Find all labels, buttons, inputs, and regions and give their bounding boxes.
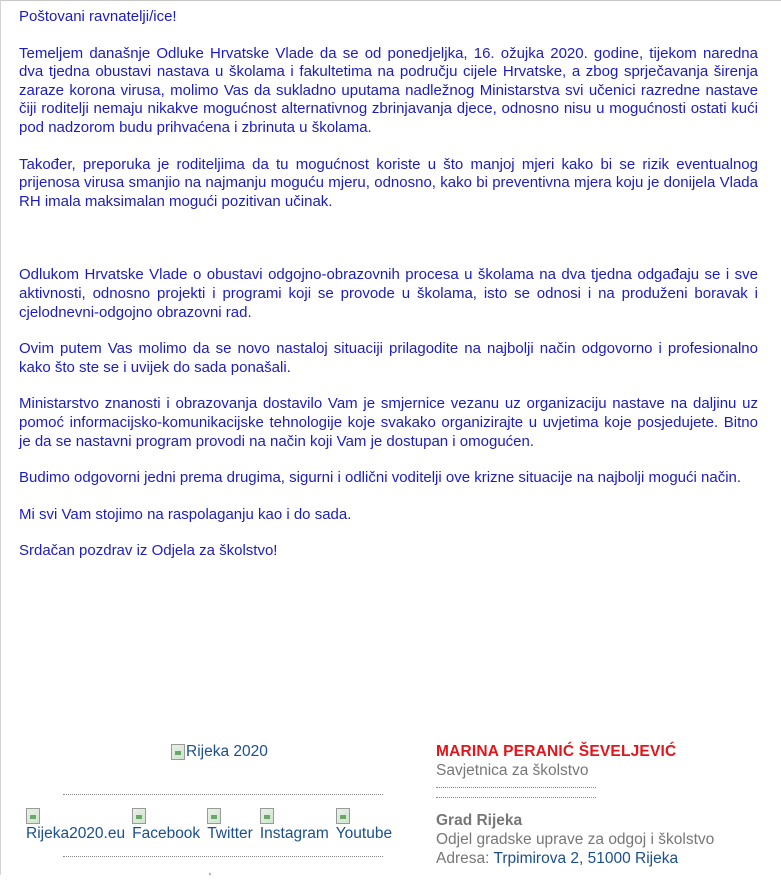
- broken-image-icon: [336, 808, 350, 824]
- social-link-label: Rijeka2020.eu: [26, 825, 126, 842]
- broken-image-icon: [171, 744, 185, 760]
- email-body: [19, 8, 758, 579]
- social-link-rijeka2020[interactable]: [26, 808, 125, 843]
- email-paragraph: Budimo odgovorni jedni prema drugima, sigurni i odlični voditelji ove krizne situacije na najbolji mogući način.: [19, 469, 742, 487]
- sender-address: [436, 849, 766, 868]
- social-link-label: Facebook: [132, 825, 201, 842]
- social-link-youtube[interactable]: [336, 808, 392, 843]
- window-top-edge: [0, 0, 781, 1]
- social-link-twitter[interactable]: [207, 808, 253, 843]
- social-link-facebook[interactable]: [132, 808, 200, 843]
- broken-image-icon: [207, 808, 221, 824]
- sender-organization: Grad Rijeka: [436, 812, 523, 829]
- social-link-label: Instagram: [259, 825, 329, 842]
- dotted-divider: [436, 797, 596, 807]
- broken-image-icon: [260, 808, 274, 824]
- social-links: [26, 808, 392, 843]
- email-closing: Srdačan pozdrav iz Odjela za školstvo!: [19, 542, 278, 560]
- email-paragraph: Ovim putem Vas molimo da se novo nastaloj situaciji prilagodite na najbolji način odgovorno i profesionalno kako što ste se i uvijek do sada ponašali.: [19, 340, 758, 376]
- email-paragraph: Odlukom Hrvatske Vlade o obustavi odgojno-obrazovnih procesa u školama na dva tjedna odgađaju se i sve aktivnosti, odnosno projekti i programi koji se provode u školama, isto se odnosi i na produženi boravak i cjelodnevni-odgojno obrazovni rad.: [19, 266, 758, 321]
- broken-image-icon: [26, 808, 40, 824]
- email-paragraph: Također, preporuka je roditeljima da tu mogućnost koriste u što manjoj mjeri kako bi se rizik eventualnog prijenosa virusa smanjio na najmanju moguću mjeru, odnosno, kako bi preventivna mjera koju je donijela Vlada RH imala maksimalan mogući pozitivan učinak.: [19, 155, 758, 210]
- email-paragraph: Ministarstvo znanosti i obrazovanja dostavilo Vam je smjernice vezanu uz organizaciju nastave na daljinu uz pomoć informacijsko-komunikacijske tehnologije koje svakako organizirajte u uvjetima koje posjedujete. Bitno je da se nastavni program provodi na način koji Vam je dostupan i omogućen.: [19, 395, 758, 450]
- window-left-edge: [0, 0, 1, 875]
- social-link-label: Youtube: [335, 825, 393, 842]
- sender-department: Odjel gradske uprave za odgoj i školstvo: [436, 831, 715, 848]
- address-label: Adresa:: [436, 850, 494, 867]
- sender-role: Savjetnica za školstvo: [436, 762, 589, 779]
- social-link-instagram[interactable]: [260, 808, 329, 843]
- address-link[interactable]: Trpimirova 2, 51000 Rijeka: [493, 850, 679, 867]
- sender-name: MARINA PERANIĆ ŠEVELJEVIĆ: [436, 743, 677, 760]
- signature-contact-block: [436, 742, 766, 868]
- social-link-label: Twitter: [207, 825, 253, 842]
- email-paragraph: Temeljem današnje Odluke Hrvatske Vlade da se od ponedjeljka, 16. ožujka 2020. godine, tijekom naredna dva tjedna obustavi nastava u školama i fakultetima na području cijele Hrvatske, a zbog sprječavanja širenja zaraze korona virusa, molimo Vas da sukladno uputama nadležnog Ministarstva svi učenici razredne nastave čiji roditelji nemaju nikakve mogućnost alternativnog zbrinjavanja djece, odnosno nisu u mogućnosti ostati kući pod nadzorom budu prihvaćena i zbrinuta u školama.: [19, 44, 758, 136]
- broken-image-icon: [132, 808, 146, 824]
- stray-mark: ': [209, 872, 211, 883]
- email-greeting: Poštovani ravnatelji/ice!: [19, 8, 177, 25]
- email-paragraph: Mi svi Vam stojimo na raspolaganju kao i do sada.: [19, 505, 352, 523]
- dotted-divider: [63, 794, 383, 795]
- rijeka-2020-banner[interactable]: [171, 743, 268, 761]
- dotted-divider: [63, 856, 383, 857]
- dotted-divider: [436, 787, 596, 797]
- banner-alt-text: Rijeka 2020: [186, 743, 268, 760]
